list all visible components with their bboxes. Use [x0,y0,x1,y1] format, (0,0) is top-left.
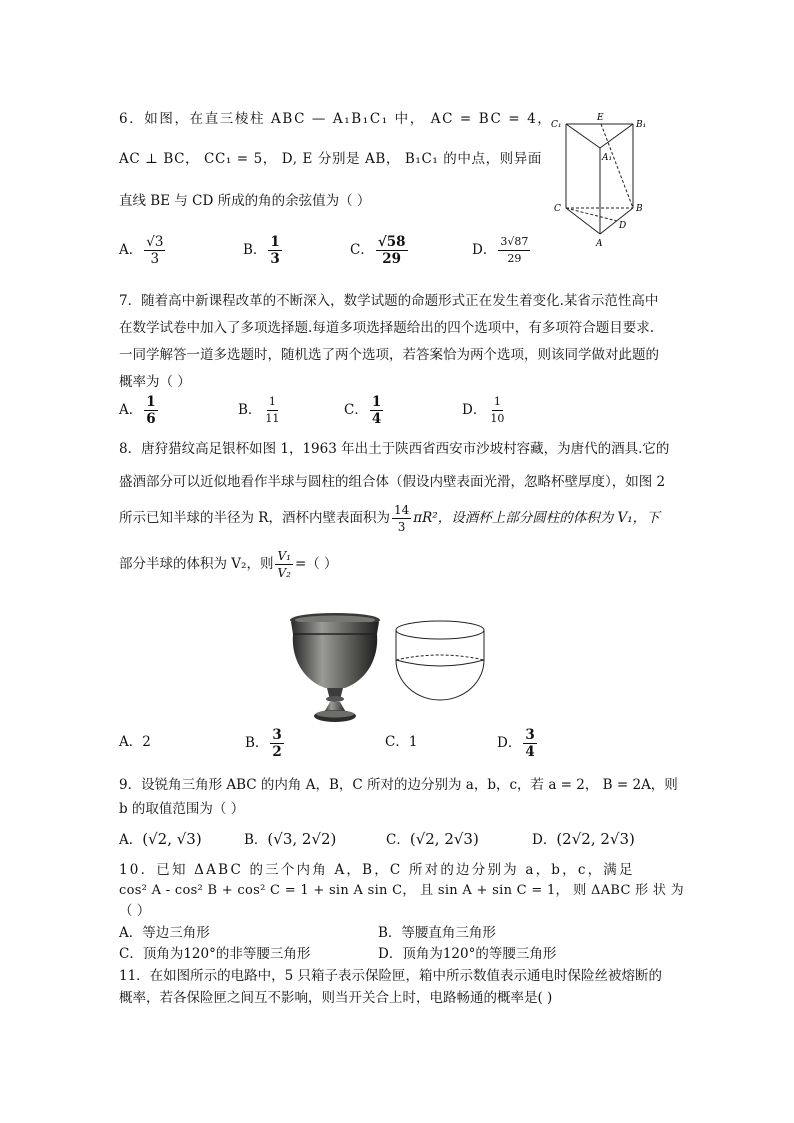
q11-line-2: 概率，若各保险匣之间互不影响，则当开关合上时，电路畅通的概率是( ) [119,990,553,1006]
q10-line-3: （ ） [119,903,151,919]
label-a: A [596,239,603,249]
q10-line-2: cos² A - cos² B + cos² C = 1 + sin A sin C， 且 sin A + sin C = 1， 则 ΔABC 形 状 为 [119,883,684,898]
q9-option-b[interactable]: B．(√3, 2√2) [244,830,337,848]
cup-diagram [393,618,487,702]
label-e: E [597,113,604,123]
q7-line-2: 在数学试卷中加入了多项选择题.每道多项选择题给出的四个选项中，有多项符合题目要求. [119,320,655,336]
q9-option-c[interactable]: C．(√2, 2√3) [386,830,479,848]
q8-line-4: 部分半球的体积为 V₂，则 $\frac{\text{V₁}}{\text{V₂}}$ =（ ） [119,549,338,580]
q8-line-1: 8．唐狩猎纹高足银杯如图 1，1963 年出土于陕西省西安市沙坡村容藏，为唐代的酒具.它的 [119,441,670,457]
q8-option-b[interactable]: B． $\frac{3}{2}$ [245,727,282,760]
q11-line-1: 11．在如图所示的电路中，5 只箱子表示保险匣，箱中所示数值表示通电时保险丝被熔断的 [119,968,663,984]
q7-option-a[interactable]: A． $\frac{1}{6}$ [119,394,156,427]
q10-line-1: 10．已知 ΔABC 的三个内角 A，B，C 所对的边分别为 a，b，c，满足 [119,862,635,878]
q10-option-c[interactable]: C．顶角为120°的非等腰三角形 [119,946,311,962]
q10-option-b[interactable]: B．等腰直角三角形 [378,925,496,941]
prism-figure [545,110,670,252]
q7-line-1: 7．随着高中新课程改革的不断深入，数学试题的命题形式正在发生着变化.某省示范性高中 [119,293,659,309]
q7-line-4: 概率为（ ） [119,374,191,390]
label-c: C [554,204,561,214]
q7-line-3: 一同学解答一道多选题时，随机选了两个选项，若答案恰为两个选项，则该同学做对此题的 [119,347,659,363]
q9-option-a[interactable]: A．(√2, √3) [119,830,202,848]
q7-option-d[interactable]: D． $\frac{1}{10}$ [462,395,505,425]
q8-line-3: 所示已知半球的半径为 R，酒杯内壁表面积为 $\frac{14}{3}$ πR²，设酒杯上部分圆柱的体积为 V₁，下 [119,503,660,534]
q6-option-c[interactable]: C． $\frac{√58}{29}$ [350,234,406,267]
label-a1: A₁ [602,153,613,163]
q6-option-d[interactable]: D． $\frac{3√87}{29}$ [472,235,529,265]
q10-option-a[interactable]: A．等边三角形 [119,925,210,941]
q8-line-2: 盛酒部分可以近似地看作半球与圆柱的组合体（假设内壁表面光滑，忽略杯壁厚度），如图 2 [119,474,666,490]
q7-option-b[interactable]: B． $\frac{1}{11}$ [238,395,280,425]
label-c1: C₁ [551,120,562,130]
q10-option-d[interactable]: D．顶角为120°的等腰三角形 [378,946,557,962]
label-d: D [619,221,627,231]
label-b1: B₁ [636,120,647,130]
q9-option-d[interactable]: D．(2√2, 2√3) [532,830,635,848]
label-b: B [636,204,643,214]
q6-line-1: 6．如图，在直三棱柱 ABC — A₁B₁C₁ 中， AC = BC = 4， [119,111,553,127]
q6-option-b[interactable]: B． $\frac{1}{3}$ [243,234,280,267]
q8-option-c[interactable]: C．1 [385,734,418,750]
q6-line-3: 直线 BE 与 CD 所成的角的余弦值为（ ） [119,193,371,209]
q9-line-2: b 的取值范围为（ ） [119,801,245,817]
q8-option-d[interactable]: D． $\frac{3}{4}$ [497,727,535,760]
q6-option-a[interactable]: A． $\frac{√3}{3}$ [119,234,164,267]
silver-cup-image [287,610,384,725]
q9-line-1: 9．设锐角三角形 ABC 的内角 A，B，C 所对的边分别为 a，b，c，若 a = 2， B = 2A，则 [119,777,678,793]
q8-option-a[interactable]: A．2 [119,734,151,750]
q7-option-c[interactable]: C． $\frac{1}{4}$ [344,394,382,427]
q6-line-2: AC ⊥ BC， CC₁ = 5， D, E 分别是 AB， B₁C₁ 的中点，则异面 [119,151,542,167]
